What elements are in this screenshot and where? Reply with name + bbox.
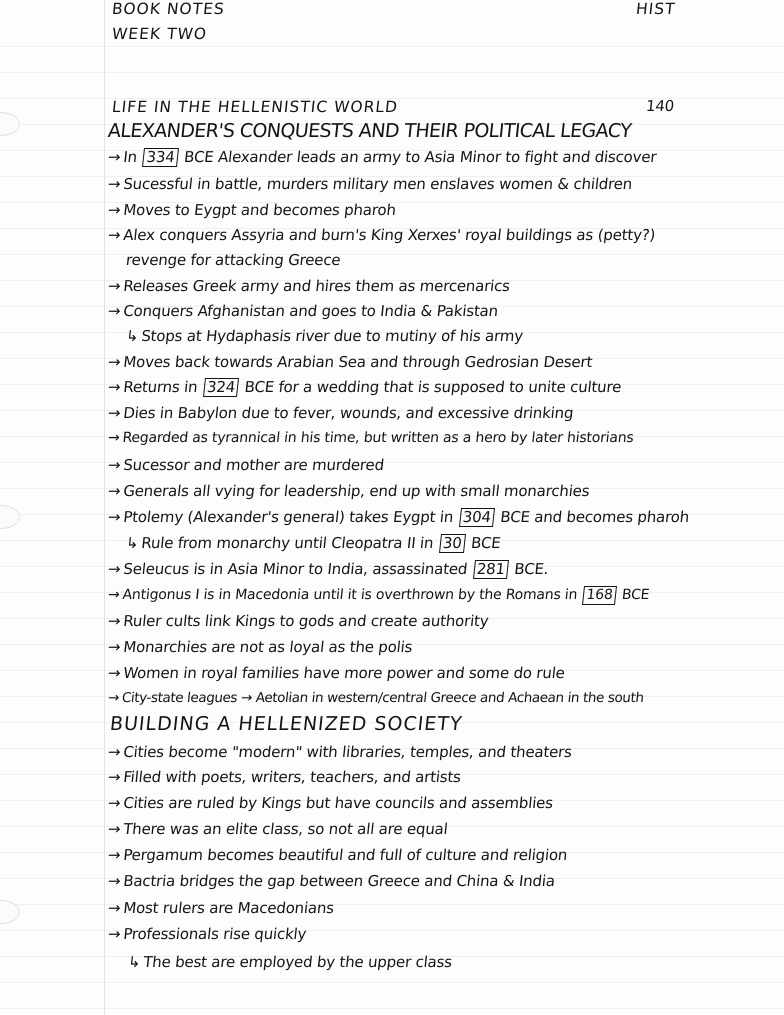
boxed-year: 281 — [473, 560, 509, 579]
boxed-year: 168 — [582, 586, 616, 605]
ruled-line — [0, 982, 784, 983]
note-line — [107, 353, 593, 371]
arrow-icon: → — [107, 612, 122, 630]
arrow-icon: → — [107, 899, 122, 917]
note-line — [107, 404, 574, 422]
arrow-icon: → — [107, 743, 122, 761]
note-line — [107, 768, 462, 786]
arrow-icon: → — [107, 846, 122, 864]
arrow-icon: → — [107, 560, 122, 578]
arrow-icon: → — [107, 430, 121, 446]
note-line — [107, 872, 556, 890]
punch-hole — [0, 112, 20, 136]
note-line — [107, 456, 385, 474]
notes-title: BOOK NOTES — [111, 0, 226, 18]
note-line — [107, 612, 489, 630]
note-text: Sucessful in battle, murders military men enslaves women & children — [122, 175, 634, 193]
ruled-line — [0, 254, 784, 255]
arrow-icon: → — [107, 456, 122, 474]
arrow-icon: → — [107, 638, 122, 656]
note-text: Moves back towards Arabian Sea and through Gedrosian Desert — [122, 353, 594, 371]
note-text: Rule from monarchy until Cleopatra II in — [140, 534, 435, 552]
note-text: Moves to Eygpt and becomes pharoh — [122, 201, 397, 219]
punch-hole — [0, 505, 20, 529]
boxed-year: 304 — [459, 508, 495, 527]
note-text: BCE Alexander leads an army to Asia Minor to fight and discover — [183, 148, 658, 166]
note-line — [107, 743, 573, 761]
note-text: BCE and becomes pharoh — [499, 508, 691, 526]
note-line — [107, 664, 566, 682]
arrow-icon: → — [107, 820, 122, 838]
note-text: Ruler cults link Kings to gods and create authority — [122, 612, 490, 630]
sub-arrow-icon: ↳ — [127, 953, 142, 971]
note-line — [107, 378, 622, 397]
sub-arrow-icon: ↳ — [125, 327, 140, 345]
note-line — [107, 277, 511, 295]
notes-subtitle: WEEK TWO — [111, 25, 208, 43]
note-text: BCE — [621, 587, 651, 603]
arrow-icon: → — [107, 404, 122, 422]
arrow-icon: → — [107, 690, 120, 706]
note-text: Alex conquers Assyria and burn's King Xerxes' royal buildings as (petty?) — [122, 226, 657, 244]
note-text: Stops at Hydaphasis river due to mutiny of his army — [140, 327, 524, 345]
arrow-icon: → — [107, 353, 122, 371]
note-text: Sucessor and mother are murdered — [122, 456, 385, 474]
sub-arrow-icon: ↳ — [125, 534, 140, 552]
note-line — [107, 482, 590, 500]
note-text: The best are employed by the upper class — [142, 953, 453, 971]
note-line — [125, 534, 501, 553]
note-text: Cities become "modern" with libraries, temples, and theaters — [122, 743, 573, 761]
arrow-icon: → — [107, 587, 121, 603]
note-text: Generals all vying for leadership, end up with small monarchies — [122, 482, 591, 500]
arrow-icon: → — [107, 226, 122, 244]
arrow-icon: → — [107, 148, 122, 166]
arrow-icon: → — [107, 664, 122, 682]
note-line — [107, 226, 656, 244]
note-text: City-state leagues → Aetolian in western/central Greece and Achaean in the south — [121, 690, 645, 706]
note-text: Pergamum becomes beautiful and full of culture and religion — [122, 846, 569, 864]
arrow-icon: → — [107, 277, 122, 295]
note-line — [107, 201, 397, 219]
note-line — [107, 175, 633, 193]
note-text: Monarchies are not as loyal as the polis — [122, 638, 414, 656]
note-text: BCE. — [513, 560, 550, 578]
arrow-icon: → — [107, 768, 122, 786]
note-text: Women in royal families have more power and some do rule — [122, 664, 566, 682]
arrow-icon: → — [107, 201, 122, 219]
note-line — [107, 302, 499, 320]
boxed-year: 334 — [142, 148, 178, 167]
arrow-icon: → — [107, 794, 122, 812]
boxed-year: 30 — [439, 534, 466, 553]
note-text: Dies in Babylon due to fever, wounds, and excessive drinking — [122, 404, 575, 422]
margin-line — [104, 0, 105, 1015]
note-text: Professionals rise quickly — [122, 925, 308, 943]
note-text: Returns in — [122, 378, 199, 396]
ruled-line — [0, 1008, 784, 1009]
chapter-title: LIFE IN THE HELLENISTIC WORLD — [111, 98, 399, 116]
note-text: There was an elite class, so not all are equal — [122, 820, 449, 838]
note-text: Most rulers are Macedonians — [122, 899, 335, 917]
note-line — [107, 508, 690, 527]
boxed-year: 324 — [203, 378, 239, 397]
arrow-icon: → — [107, 175, 122, 193]
note-line — [107, 586, 650, 605]
note-text: In — [122, 148, 138, 166]
page-number: 140 — [645, 97, 675, 115]
ruled-line — [0, 72, 784, 73]
note-line — [107, 560, 549, 579]
note-line: revenge for attacking Greece — [125, 251, 342, 269]
note-line — [125, 327, 524, 345]
note-text: Releases Greek army and hires them as mercenarics — [122, 277, 511, 295]
section-heading: ALEXANDER'S CONQUESTS AND THEIR POLITICAL LEGACY — [106, 120, 633, 142]
note-line — [107, 820, 449, 838]
note-text: Antigonus I is in Macedonia until it is overthrown by the Romans in — [121, 587, 579, 603]
note-line — [127, 953, 453, 971]
note-text: Cities are ruled by Kings but have councils and assemblies — [122, 794, 554, 812]
arrow-icon: → — [107, 508, 122, 526]
note-text: Conquers Afghanistan and goes to India & Pakistan — [122, 302, 499, 320]
arrow-icon: → — [107, 872, 122, 890]
note-text: Regarded as tyrannical in his time, but written as a hero by later historians — [121, 430, 635, 446]
note-text: BCE — [470, 534, 502, 552]
section-heading: BUILDING A HELLENIZED SOCIETY — [108, 713, 464, 735]
note-text: Seleucus is in Asia Minor to India, assassinated — [122, 560, 469, 578]
note-text: Filled with poets, writers, teachers, and artists — [122, 768, 462, 786]
note-line — [107, 430, 634, 446]
note-line — [107, 638, 413, 656]
note-text: Ptolemy (Alexander's general) takes Eygpt in — [122, 508, 455, 526]
note-line — [107, 148, 657, 167]
arrow-icon: → — [107, 378, 122, 396]
note-line — [107, 690, 644, 706]
note-text: Bactria bridges the gap between Greece and China & India — [122, 872, 556, 890]
arrow-icon: → — [107, 482, 122, 500]
course-label: HIST — [635, 0, 677, 18]
note-text: BCE for a wedding that is supposed to unite culture — [243, 378, 623, 396]
arrow-icon: → — [107, 302, 122, 320]
ruled-line — [0, 46, 784, 47]
note-line — [107, 899, 335, 917]
note-line — [107, 846, 568, 864]
arrow-icon: → — [107, 925, 122, 943]
note-line — [107, 794, 554, 812]
note-line — [107, 925, 307, 943]
